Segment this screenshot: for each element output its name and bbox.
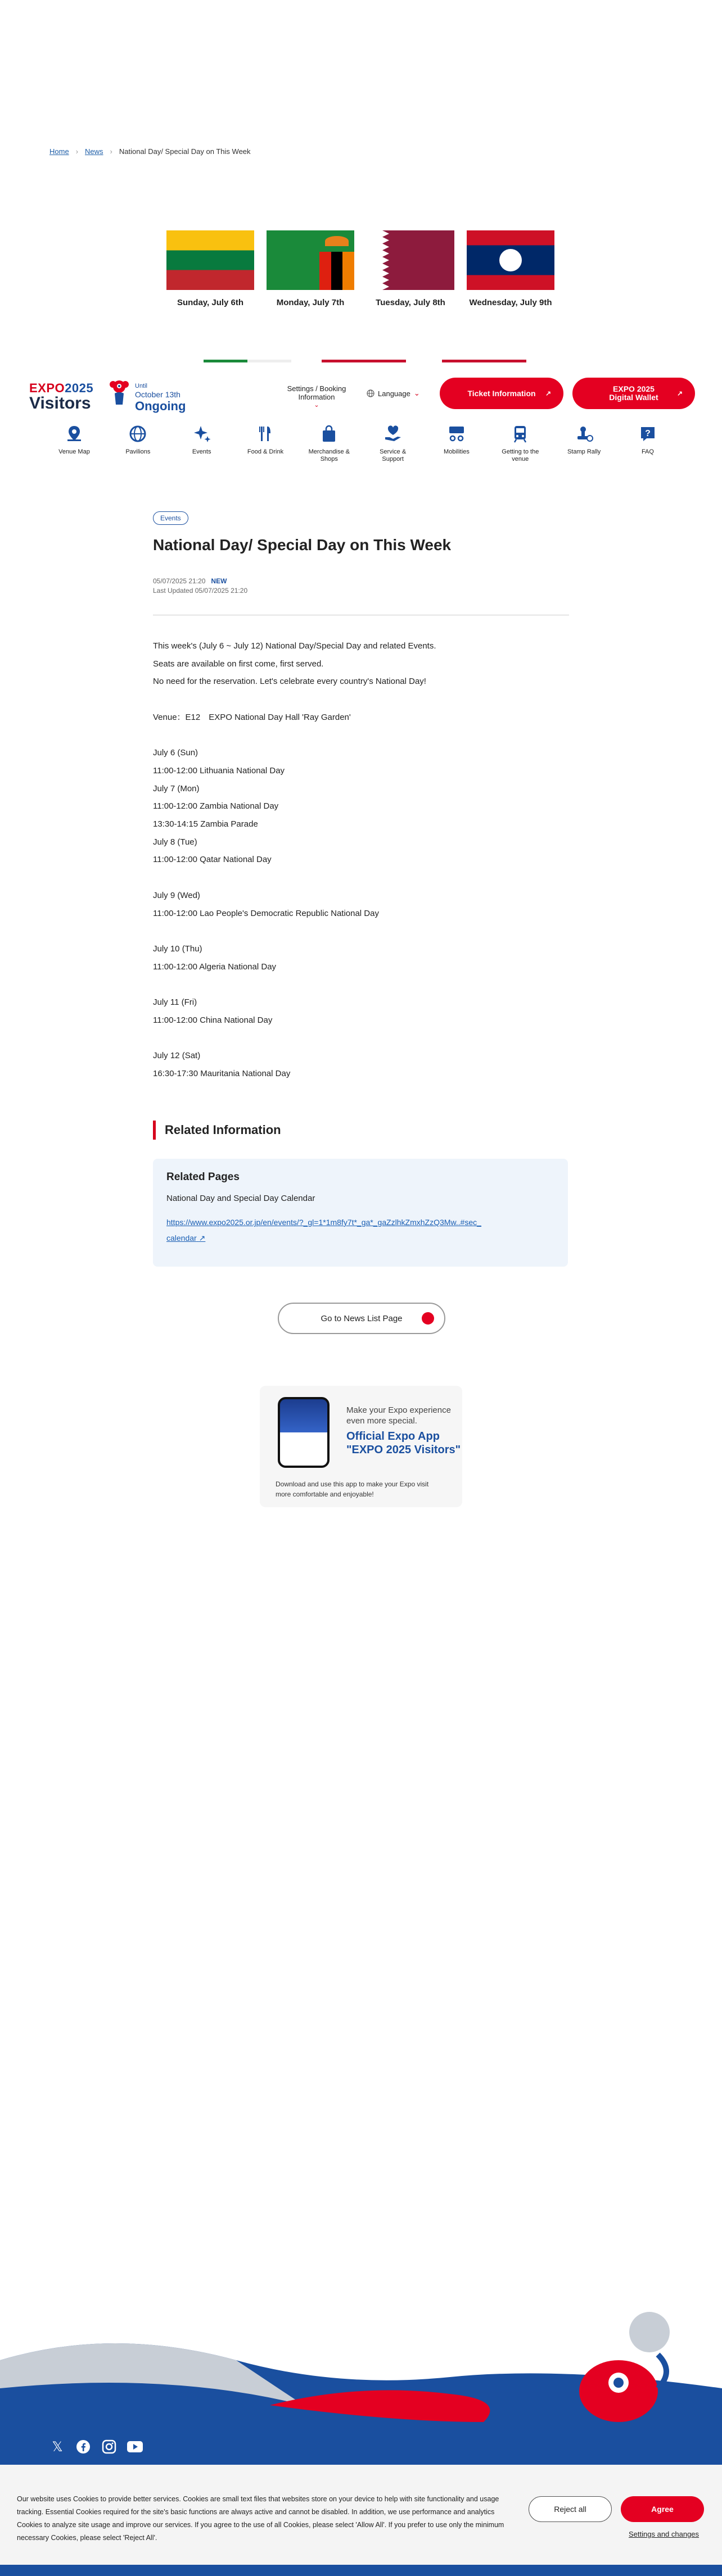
decorative-stripe [322, 360, 406, 362]
shopping-bag-icon [318, 423, 340, 445]
breadcrumb-news-link[interactable]: News [85, 147, 103, 156]
nav-stamp-rally[interactable] [559, 423, 609, 463]
expo-logo[interactable] [29, 381, 93, 411]
intro-line: No need for the reservation. Let's celebrate every country's National Day! [153, 677, 426, 687]
schedule-line: 11:00-12:00 Algeria National Day [153, 962, 277, 972]
svg-text:?: ? [645, 429, 651, 438]
site-header [0, 371, 722, 416]
chevron-down-icon: ⌄ [413, 389, 420, 397]
nav-label: Getting to the venue [502, 448, 539, 462]
schedule-line: July 10 (Thu) [153, 944, 202, 954]
cookie-banner [0, 2465, 722, 2576]
x-icon[interactable]: 𝕏 [52, 2439, 63, 2455]
app-promo-card[interactable] [260, 1386, 462, 1507]
wallet-label: EXPO 2025 Digital Wallet [609, 384, 658, 402]
phone-mockup [278, 1397, 330, 1468]
laos-flag [467, 230, 554, 290]
schedule-line: 11:00-12:00 Qatar National Day [153, 855, 272, 865]
external-link-icon: ↗ [676, 389, 683, 397]
zambia-flag [267, 230, 354, 290]
intro-line: This week's (July 6 ~ July 12) National Day/Special Day and related Events. [153, 641, 436, 651]
schedule-line: 16:30-17:30 Mauritania National Day [153, 1068, 291, 1078]
related-pages-box [153, 1159, 568, 1267]
settings-label: Settings / Booking Information [287, 384, 346, 401]
mobility-icon [445, 423, 468, 445]
nav-label: Stamp Rally [567, 448, 601, 455]
qatar-flag [367, 230, 454, 290]
nav-events[interactable] [177, 423, 227, 463]
page-title: National Day/ Special Day on This Week [153, 536, 452, 554]
breadcrumb-home-link[interactable]: Home [49, 147, 69, 156]
bottom-strip [0, 2565, 722, 2576]
until-status: Ongoing [135, 399, 186, 413]
cookie-settings-link[interactable]: Settings and changes [629, 2530, 700, 2538]
intro-line: Seats are available on first come, first served. [153, 659, 324, 669]
settings-booking-menu[interactable] [280, 384, 353, 410]
flag-date: Sunday, July 6th [177, 298, 244, 307]
nav-venue-map[interactable] [49, 423, 99, 463]
category-tag[interactable]: Events [153, 511, 188, 525]
facebook-icon[interactable] [75, 2439, 91, 2455]
cookie-text: Our website uses Cookies to provide better services. Cookies are small text files that websites store on your device to help with site functionality and usage tracking. Essential Cookies required for the site's basic functions are always active and cannot be disabled. In addition, we use performance and analytics Cookies to analyze site usage and improve our services. If you agree to the use of all Cookies, please select 'Allow All'. If you prefer to use only the minimum necessary Cookies, please select 'Reject All'. [17, 2495, 504, 2542]
nav-faq[interactable] [623, 423, 673, 463]
nav-label: Events [192, 448, 211, 455]
myaku-myaku-mascot-icon [108, 379, 130, 407]
related-page-title: National Day and Special Day Calendar [166, 1194, 315, 1203]
arrow-dot-icon [422, 1312, 434, 1325]
nav-merchandise-shops[interactable] [304, 423, 354, 463]
social-links [49, 2439, 143, 2455]
breadcrumb [49, 147, 251, 156]
nav-label: Pavilions [125, 448, 151, 455]
nav-food-drink[interactable] [241, 423, 290, 463]
nav-label: Venue Map [58, 448, 90, 455]
schedule-line: July 7 (Mon) [153, 783, 200, 793]
logo-year-text: 2025 [65, 381, 94, 395]
nav-label: Service & Support [380, 448, 407, 462]
schedule-line: July 11 (Fri) [153, 997, 197, 1007]
app-promo-tagline: Make your Expo experience even more special. [346, 1405, 451, 1426]
app-promo-title: Official Expo App "EXPO 2025 Visitors" [346, 1430, 461, 1456]
app-promo-description: Download and use this app to make your Expo visit more comfortable and enjoyable! [276, 1480, 429, 1498]
map-pin-icon [63, 423, 85, 445]
external-link-icon: ↗ [545, 389, 551, 397]
cutlery-icon [254, 423, 277, 445]
nav-mobilities[interactable] [432, 423, 481, 463]
flag-strip [166, 230, 554, 307]
venue-line: Venue：E12 EXPO National Day Hall 'Ray Garden' [153, 712, 351, 722]
breadcrumb-separator: › [75, 147, 79, 156]
breadcrumb-separator: › [110, 147, 112, 156]
decorative-stripe [247, 360, 291, 362]
related-heading: Related Information [153, 1121, 281, 1140]
schedule-line: July 9 (Wed) [153, 890, 200, 900]
globe-icon [367, 389, 374, 397]
updated-date: Last Updated 05/07/2025 21:20 [153, 587, 248, 595]
globe-icon [127, 423, 149, 445]
agree-button[interactable]: Agree [621, 2496, 704, 2522]
until-label: Until [135, 383, 148, 389]
flag-card-qatar [367, 230, 454, 307]
schedule-line: July 6 (Sun) [153, 748, 198, 758]
logo-expo-text: EXPO [29, 381, 65, 395]
related-page-link[interactable] [166, 1214, 481, 1246]
flag-date: Wednesday, July 9th [469, 298, 552, 307]
related-box-title: Related Pages [166, 1171, 240, 1183]
news-list-button[interactable] [278, 1303, 445, 1334]
decorative-stripe [442, 360, 526, 362]
published-date: 05/07/2025 21:20 [153, 577, 206, 585]
flag-date: Tuesday, July 8th [376, 298, 445, 307]
flag-card-laos [467, 230, 554, 307]
language-selector[interactable] [367, 389, 420, 398]
event-period [135, 382, 186, 414]
sparkle-icon [191, 423, 213, 445]
ticket-label: Ticket Information [467, 388, 536, 398]
youtube-icon[interactable] [127, 2439, 143, 2455]
nav-service-support[interactable] [368, 423, 418, 463]
digital-wallet-button[interactable] [572, 378, 695, 409]
related-link-text: https://www.expo2025.or.jp/en/events/?_gl=1*1m8fy7t*_ga*_gaZzlhkZmxhZzQ3Mw..#sec_calendar [166, 1218, 481, 1242]
nav-getting-to-venue[interactable] [495, 423, 545, 463]
question-icon [637, 423, 659, 445]
nav-label: Food & Drink [247, 448, 284, 455]
article-body [153, 637, 436, 1082]
lithuania-flag [166, 230, 254, 290]
nav-label: Merchandise & Shops [308, 448, 350, 462]
train-icon [509, 423, 531, 445]
reject-all-button[interactable]: Reject all [529, 2496, 612, 2522]
stamp-icon [573, 423, 595, 445]
article-meta [153, 577, 247, 596]
until-date: October 13th [135, 390, 180, 399]
flag-card-zambia [267, 230, 354, 307]
main-nav [49, 423, 673, 463]
nav-label: Mobilities [444, 448, 470, 455]
logo-visitors-text: Visitors [29, 394, 91, 412]
flag-date: Monday, July 7th [276, 298, 345, 307]
schedule-line: 11:00-12:00 Lao People's Democratic Republic National Day [153, 908, 379, 918]
language-label: Language [378, 389, 410, 398]
schedule-line: 11:00-12:00 China National Day [153, 1015, 273, 1025]
schedule-line: July 12 (Sat) [153, 1051, 201, 1061]
nav-pavilions[interactable] [113, 423, 163, 463]
news-list-label: Go to News List Page [321, 1313, 403, 1323]
ticket-information-button[interactable] [440, 378, 563, 409]
schedule-line: 13:30-14:15 Zambia Parade [153, 819, 258, 829]
new-badge: NEW [211, 577, 227, 585]
heart-hand-icon [382, 423, 404, 445]
external-link-icon: ↗ [198, 1233, 206, 1242]
chevron-down-icon: ⌄ [314, 402, 319, 409]
schedule-line: 11:00-12:00 Lithuania National Day [153, 765, 285, 775]
schedule-line: 11:00-12:00 Zambia National Day [153, 801, 279, 811]
decorative-stripe [204, 360, 247, 362]
instagram-icon[interactable] [101, 2439, 117, 2455]
schedule-line: July 8 (Tue) [153, 837, 197, 847]
breadcrumb-current: National Day/ Special Day on This Week [119, 147, 251, 156]
flag-card-lithuania [166, 230, 254, 307]
nav-label: FAQ [641, 448, 654, 455]
